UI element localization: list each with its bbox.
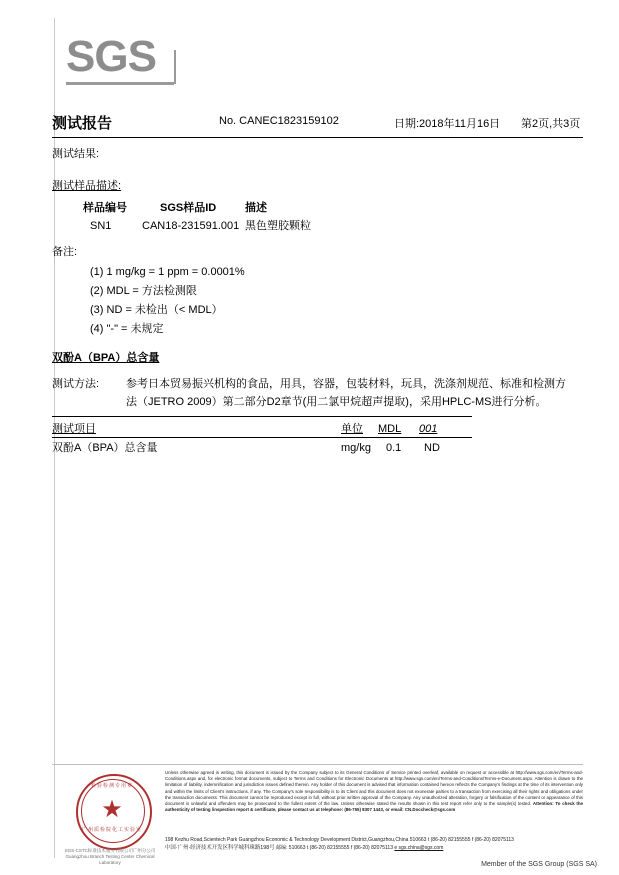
- report-date: 日期:2018年11月16日: [394, 118, 501, 130]
- address-fax: f (86-20) 82075113: [471, 837, 514, 843]
- sample-row-desc: 黑色塑胶颗粒: [245, 220, 311, 232]
- report-header: [52, 112, 582, 140]
- page-left-rule: [54, 18, 55, 858]
- result-row-mdl: 0.1: [386, 442, 402, 454]
- address-fax-2: f (86-20) 82075113: [350, 845, 393, 851]
- test-method-line: 参考日本贸易振兴机构的食品，用具，容器，包装材料，玩具，洗涤剂规范、标准和检测方: [126, 378, 566, 390]
- star-icon: ★: [101, 796, 123, 823]
- sample-table-header-no: 样品编号: [83, 202, 127, 214]
- remarks-label: 备注:: [52, 246, 78, 258]
- sgs-logo-tick: [174, 50, 176, 84]
- remark-item: (1) 1 mg/kg = 1 ppm = 0.0001%: [90, 266, 245, 278]
- result-header-sample-001: 001: [419, 423, 438, 435]
- remark-item: (3) ND = 未检出（< MDL）: [90, 304, 223, 316]
- certification-stamp: [62, 772, 158, 865]
- result-header-mdl: MDL: [378, 423, 402, 435]
- footer-member-text: Member of the SGS Group (SGS SA): [481, 861, 597, 868]
- remark-item: (4) "-" = 未规定: [90, 323, 164, 335]
- address-email[interactable]: e sgs.china@sgs.com: [394, 845, 444, 851]
- footer-address-block: [165, 836, 583, 852]
- footer-legal-text: [165, 770, 583, 813]
- sgs-logo: [66, 34, 186, 86]
- sample-table-header-desc: 描述: [245, 202, 267, 214]
- sample-table-header-id: SGS样品ID: [160, 202, 217, 214]
- test-method-line: 法（JETRO 2009）第二部分D2章节(用二氯甲烷超声提取)，采用HPLC-MS进行分析。: [126, 396, 547, 408]
- address-tel: t (86-20) 82155555: [427, 837, 471, 843]
- result-row-value: ND: [424, 442, 440, 454]
- header-divider: [52, 137, 583, 138]
- address-zh: 中国·广州·经济技术开发区科学城科珠路198号: [165, 845, 275, 851]
- test-results-label: 测试结果:: [52, 148, 100, 160]
- sgs-logo-bar: [66, 82, 174, 85]
- page-indicator: 第2页,共3页: [521, 118, 581, 130]
- sample-row-no: SN1: [90, 220, 112, 232]
- address-en: 198 Kezhu Road,Scientech Park Guangzhou Economic & Technology Development District,Guangzhou,China 510663: [165, 837, 427, 843]
- result-header-item: 测试项目: [52, 423, 96, 435]
- sample-row-id: CAN18-231591.001: [142, 220, 240, 232]
- address-tel-2: t (86-20) 82155555: [306, 845, 350, 851]
- legal-attention: Attention: To check the authenticity of testing /inspection report & certificate, please contact us at telephone: (86-755) 8307 1443, or email: CN.Doccheck@sgs.com: [165, 801, 583, 813]
- result-table-top-rule: [52, 416, 472, 417]
- result-row-item: 双酚A（BPA）总含量: [52, 442, 158, 454]
- legal-body: Unless otherwise agreed in writing, this document is issued by the Company subject to its General Conditions of Service printed overleaf, available on request or accessible at http://www.sgs.com/en/Terms-and-Conditions.aspx and, for electronic format documents, subject to Terms and Conditions for Electronic Documents at http://www.sgs.com/en/Terms-and-Conditions/Terms-e-Document.aspx. Attention is drawn to the limitation of liability, indemnification and jurisdiction issues defined therein. Any holder of this document is advised that information contained hereon reflects the Company's findings at the time of its intervention only and within the limits of Client's instructions, if any. The Company's sole responsibility is to its Client and this document does not exonerate parties to a transaction from exercising all their rights and obligations under the transaction documents. This document cannot be reproduced except in full, without prior written approval of the Company. Any unauthorized alteration, forgery or falsification of the content or appearance of this document is unlawful and offenders may be prosecuted to the fullest extent of the law. Unless otherwise stated the results shown in this test report refer only to the sample(s) tested.: [165, 770, 583, 807]
- page-title: 测试报告: [52, 115, 113, 132]
- footer-divider: [52, 764, 583, 765]
- sgs-logo-text: SGS: [66, 32, 156, 81]
- result-table-mid-rule: [52, 437, 472, 438]
- stamp-caption-line: SGS-CSTC标准技术服务有限公司广州分公司: [64, 848, 156, 853]
- result-header-unit: 单位: [341, 423, 363, 435]
- address-zip: 邮编: 510663: [276, 845, 306, 851]
- result-row-unit: mg/kg: [341, 442, 371, 454]
- section-title-bpa: 双酚A（BPA）总含量: [52, 352, 160, 364]
- remark-item: (2) MDL = 方法检测限: [90, 285, 197, 297]
- report-number: No. CANEC1823159102: [219, 115, 339, 127]
- test-method-label: 测试方法:: [52, 378, 100, 390]
- sample-description-label: 测试样品描述:: [52, 180, 122, 192]
- stamp-bottom-text: 广州质检院化工实验室: [81, 827, 142, 833]
- stamp-caption-line: Guangzhou Branch Testing Center Chemical Laboratory: [65, 854, 155, 865]
- stamp-top-text: 检验检测专用章: [90, 783, 133, 789]
